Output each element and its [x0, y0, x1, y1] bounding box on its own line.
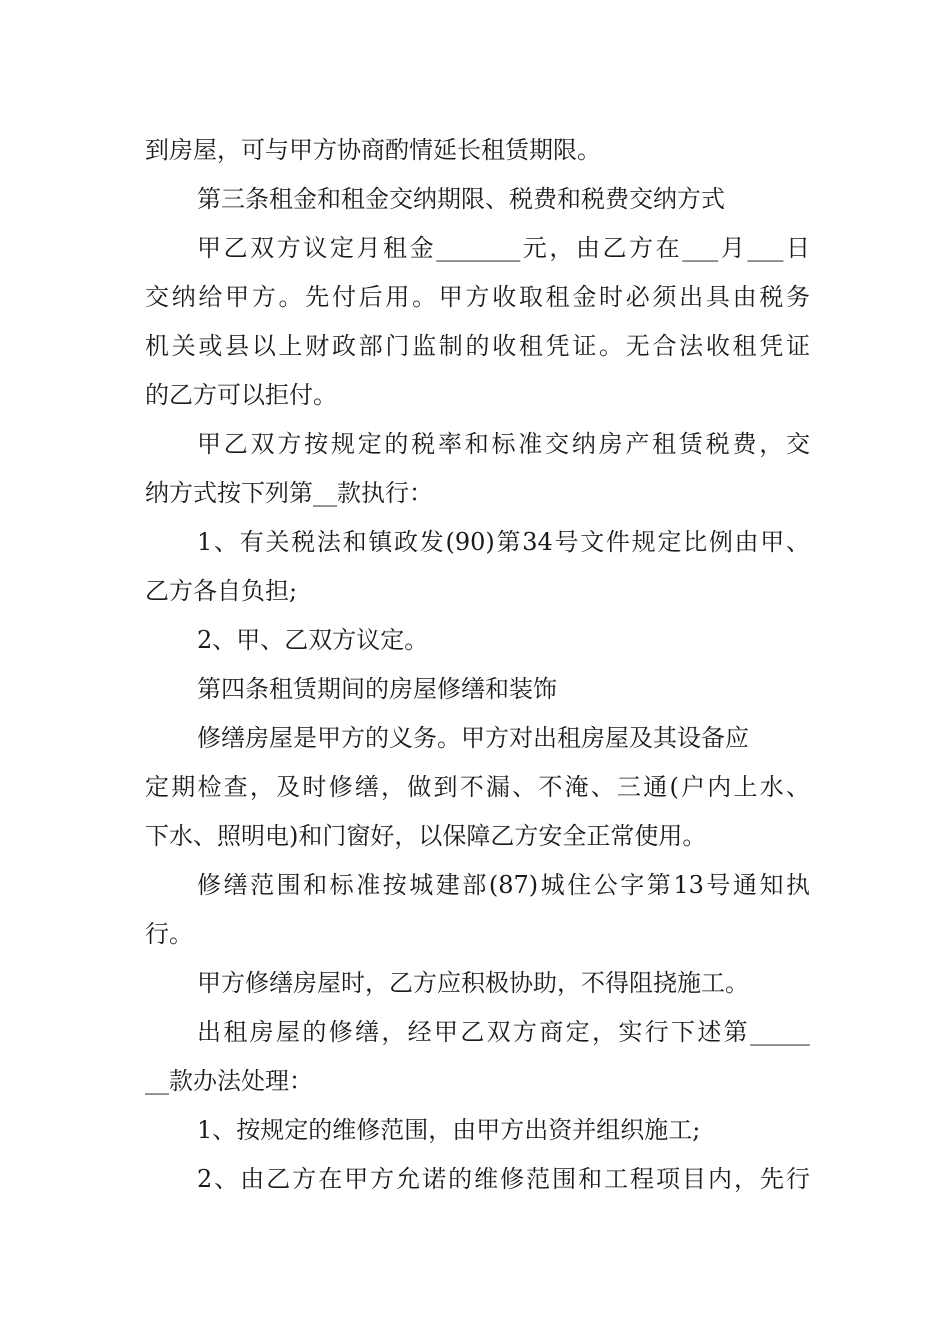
section-heading: 第四条租赁期间的房屋修缮和装饰: [197, 675, 557, 703]
text-line: 修缮范围和标准按城建部(87)城住公字第13号通知执: [197, 871, 810, 899]
text-line: 行。: [145, 920, 193, 948]
list-item: 2、由乙方在甲方允诺的维修范围和工程项目内，先行: [197, 1165, 810, 1193]
text-line: 的乙方可以拒付。: [145, 381, 337, 409]
text-line: 乙方各自负担;: [145, 577, 298, 605]
text-line: 下水、照明电)和门窗好，以保障乙方安全正常使用。: [145, 822, 707, 850]
text-line: 机关或县以上财政部门监制的收租凭证。无合法收租凭证: [145, 332, 810, 360]
text-line: 纳方式按下列第__款执行：: [145, 479, 433, 507]
section-heading: 第三条租金和租金交纳期限、税费和税费交纳方式: [197, 185, 725, 213]
text-line: 甲方修缮房屋时，乙方应积极协助，不得阻挠施工。: [197, 969, 749, 997]
text-line: 交纳给甲方。先付后用。甲方收取租金时必须出具由税务: [145, 283, 810, 311]
text-line: 修缮房屋是甲方的义务。甲方对出租房屋及其设备应: [197, 724, 749, 752]
text-line: 定期检查，及时修缮，做到不漏、不淹、三通(户内上水、: [145, 773, 810, 801]
list-item: 1、有关税法和镇政发(90)第34号文件规定比例由甲、: [197, 528, 810, 556]
text-line: 出租房屋的修缮，经甲乙双方商定，实行下述第_____: [197, 1018, 810, 1046]
text-line: 甲乙双方议定月租金_______元，由乙方在___月___日: [197, 234, 810, 262]
text-line: 到房屋，可与甲方协商酌情延长租赁期限。: [145, 136, 601, 164]
document-body: [145, 126, 810, 1204]
list-item: 2、甲、乙双方议定。: [197, 626, 429, 654]
list-item: 1、按规定的维修范围，由甲方出资并组织施工;: [197, 1116, 701, 1144]
text-line: __款办法处理：: [145, 1067, 313, 1095]
text-line: 甲乙双方按规定的税率和标准交纳房产租赁税费，交: [197, 430, 810, 458]
